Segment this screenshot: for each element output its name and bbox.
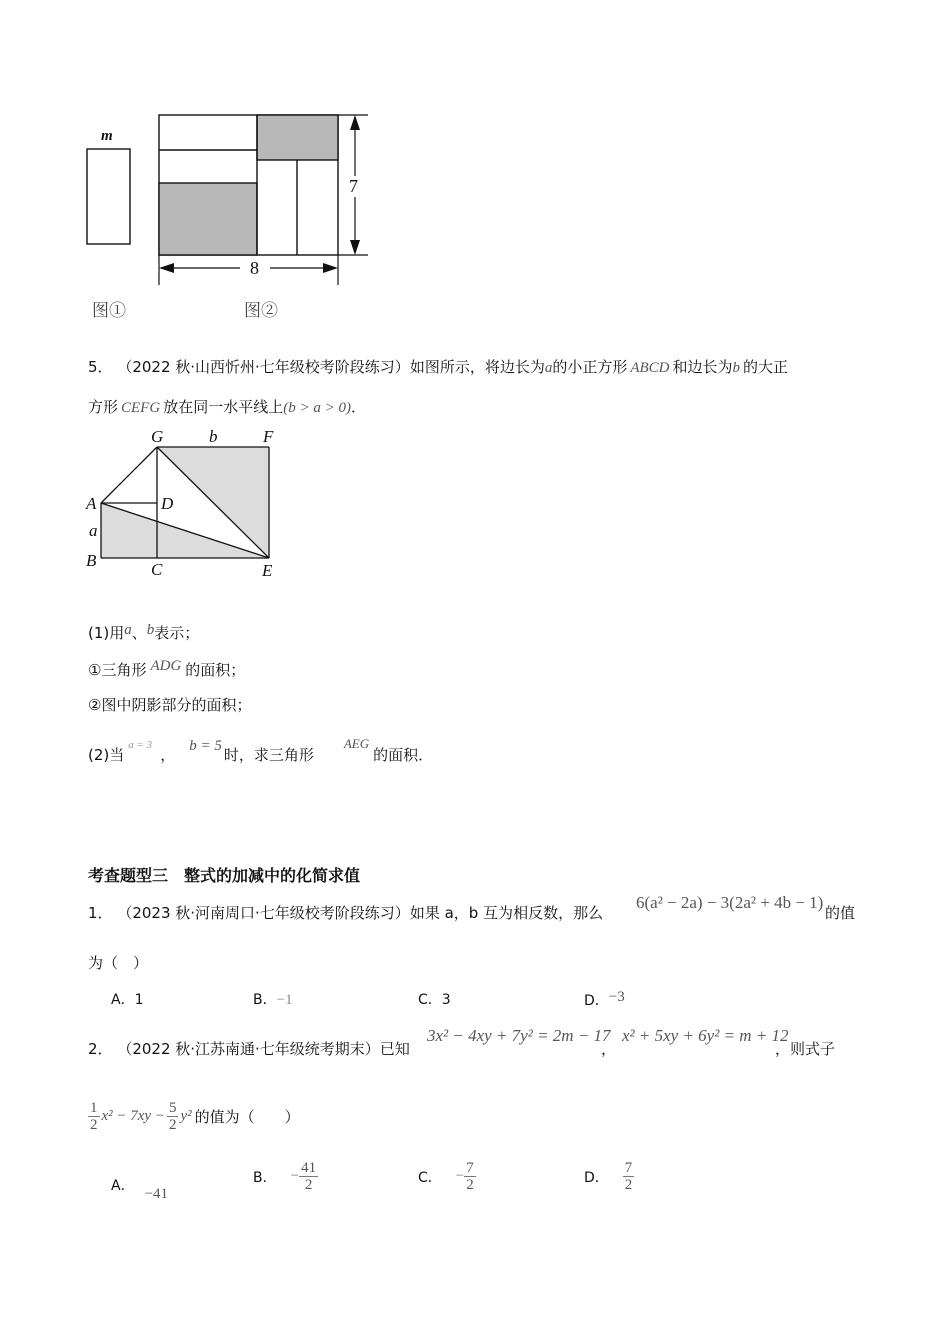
triangle-aeg: AEG (343, 736, 370, 751)
q5-number: 5． (88, 358, 113, 376)
expression-end: y² (180, 1108, 192, 1124)
triangle-adg: ADG (150, 658, 182, 674)
s2-number: 2． (88, 1040, 113, 1058)
fraction-half (88, 1100, 100, 1133)
option-fraction (623, 1160, 635, 1193)
s2-equation-1: 3x² − 4xy + 7y² = 2m − 17 (427, 1026, 611, 1045)
label-F: F (263, 427, 274, 446)
s2-option-c[interactable] (418, 1160, 476, 1193)
option-label: D． (584, 993, 609, 1009)
option-label: D． (584, 1169, 609, 1186)
s2-option-a[interactable] (111, 1175, 169, 1202)
q5-text: 方形 (88, 398, 119, 416)
label-D: D (161, 494, 174, 513)
s2-option-d[interactable] (584, 1160, 634, 1193)
var-b: b (732, 360, 741, 376)
text: 的面积． (373, 746, 434, 764)
q5-text: 的大正 (743, 358, 789, 376)
q5-text: 的小正方形 (552, 358, 628, 376)
q5-part2 (88, 736, 433, 765)
option-fraction (299, 1160, 318, 1193)
q5-line1 (88, 356, 788, 377)
s2-comma: ， (601, 1040, 617, 1058)
label-E: E (262, 561, 273, 580)
option-label: C． (418, 992, 442, 1008)
denominator: 2 (624, 1177, 633, 1193)
option-value: 1 (134, 992, 144, 1008)
numerator: 7 (624, 1160, 633, 1176)
text: ， (160, 746, 176, 764)
caption-figure1: 图① (92, 301, 126, 320)
s1-number: 1． (88, 904, 113, 922)
denominator: 2 (168, 1117, 177, 1133)
q5-item2: ②图中阴影部分的面积； (88, 696, 252, 714)
option-fraction (464, 1160, 476, 1193)
text: 时，求三角形 (223, 746, 314, 764)
condition: (b > a > 0) (283, 400, 351, 416)
option-label: A． (111, 1178, 135, 1194)
s1-option-a[interactable] (111, 989, 144, 1009)
s1-expression: 6(a² − 2a) − 3(2a² + 4b − 1) (636, 893, 824, 912)
label-C: C (151, 560, 163, 579)
q5-text: 如图所示，将边长为 (409, 358, 545, 376)
minus-sign: − (455, 1168, 465, 1184)
b-value: b = 5 (189, 738, 222, 754)
option-value: −41 (144, 1186, 169, 1202)
option-value: −3 (608, 989, 625, 1005)
s1-line1 (88, 902, 603, 923)
q5-text: 放在同一水平线上 (163, 398, 284, 416)
section-heading: 考查题型三 整式的加减中的化简求值 (88, 866, 361, 885)
q5-item1 (88, 658, 245, 680)
text: 表示； (154, 624, 200, 642)
label-a: a (89, 521, 98, 540)
s1-line2: 为（ ） (88, 954, 149, 972)
expression-mid: x² − 7xy − (101, 1108, 165, 1124)
s2-text: 已知 (379, 1040, 410, 1058)
fraction-five-halves (167, 1100, 179, 1133)
text: 的面积； (185, 661, 246, 679)
figure-squares (80, 425, 290, 585)
s2-equation-2: x² + 5xy + 6y² = m + 12 (622, 1026, 789, 1045)
s2-source: （2022 秋·江苏南通·七年级统考期末） (117, 1040, 380, 1058)
option-label: C． (418, 1169, 442, 1186)
square-abcd: ABCD (630, 360, 670, 376)
s1-option-b[interactable] (253, 989, 293, 1009)
s1-text: 如果 a，b 互为相反数，那么 (409, 904, 604, 922)
label-G: G (151, 427, 164, 446)
numerator: 7 (466, 1160, 474, 1176)
label-m: m (101, 128, 113, 144)
s2-line2-suffix: 的值为（ ） (194, 1108, 300, 1126)
option-label: B． (253, 1169, 277, 1186)
s1-option-c[interactable] (418, 989, 451, 1009)
option-label: A． (111, 992, 135, 1008)
label-b: b (209, 427, 218, 446)
denominator: 2 (90, 1117, 98, 1133)
label-A: A (86, 494, 97, 513)
s2-suffix: ，则式子 (775, 1040, 836, 1058)
q5-text: 和边长为 (672, 358, 733, 376)
q5-line2 (88, 396, 366, 417)
numerator: 41 (301, 1160, 317, 1176)
dim-width: 8 (250, 258, 259, 278)
q5-source: （2022 秋·山西忻州·七年级校考阶段练习） (117, 358, 410, 376)
square-cefg: CEFG (121, 400, 161, 416)
minus-sign: − (290, 1168, 300, 1184)
option-value: 3 (441, 992, 451, 1008)
var-a: a (544, 360, 553, 376)
text: (2)当 (88, 746, 125, 764)
label-B: B (86, 551, 97, 570)
option-label: B． (253, 992, 277, 1008)
s2-expression-line (88, 1100, 300, 1133)
numerator: 5 (168, 1100, 177, 1116)
var-b: b (146, 622, 155, 638)
s2-option-b[interactable] (253, 1160, 318, 1193)
s1-suffix: 的值 (825, 904, 856, 922)
s2-line1 (88, 1038, 410, 1059)
text: ①三角形 (88, 661, 147, 679)
var-a: a (124, 622, 132, 638)
option-value: −1 (276, 992, 293, 1008)
text: (1)用 (88, 624, 125, 642)
s1-option-d[interactable] (584, 989, 625, 1010)
a-value: a = 3 (128, 739, 153, 751)
dim-height: 7 (349, 176, 358, 196)
period: ． (350, 398, 366, 416)
s1-source: （2023 秋·河南周口·七年级校考阶段练习） (117, 904, 410, 922)
denominator: 2 (466, 1177, 474, 1193)
denominator: 2 (304, 1177, 313, 1193)
caption-figure2: 图② (244, 301, 278, 320)
numerator: 1 (90, 1100, 98, 1116)
figure-rectangles (80, 100, 390, 330)
q5-part1 (88, 622, 199, 643)
text: 、 (131, 624, 147, 642)
